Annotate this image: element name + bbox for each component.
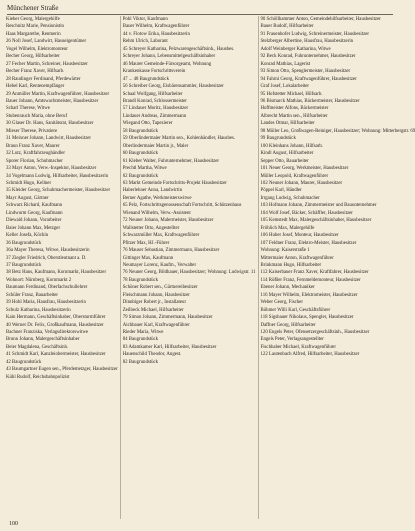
directory-entry: 27 Fecher Martin, Schreiner, Hausbesitzer <box>6 61 88 67</box>
directory-column-1 <box>6 16 118 519</box>
directory-entry: Diewald Johann, Vorarbeiter <box>6 218 62 224</box>
directory-entry: Schwarz Richard, Kaufmann <box>6 203 63 209</box>
directory-entry: Böhmer Willi Karl, Geschäftsführer <box>260 307 331 313</box>
directory-entry: 93 Simon Otto, Spenglermeister, Hausbesitzer <box>260 69 351 75</box>
directory-entry: 96 Bismarck Mathias, Bäckermeister, Hausbesitzer <box>260 98 360 104</box>
directory-entry: 104 Wolf Josef, Bäcker, Schäffler, Hausbesitzer <box>260 210 353 216</box>
directory-entry: Beier Magdalena, Geschäftsinh. <box>6 344 69 350</box>
directory-entry: 116 Mayer Wilhelm, Elektromeister, Hausbesitzer <box>260 292 358 298</box>
directory-entry: 56 Schreiber Georg, Eisbärensammler, Hausbesitzer <box>122 84 224 90</box>
directory-entry: 63 Markt Gemeinde Fortschritts-Projekt Hausbesitzer <box>122 180 227 186</box>
directory-entry: Schüler Franz, Bauarbeiter <box>6 292 59 298</box>
directory-entry: Brinkmann Hugo, Hilfsarbeiter <box>260 262 322 268</box>
directory-entry: 39 Hohl Maria, Hausfrau, Hausbesitzerin <box>6 300 86 306</box>
directory-entry: Weber Georg, Fischer <box>260 300 303 306</box>
directory-entry: Brunn Johann, Malergeschäftsinhaber <box>6 337 80 343</box>
directory-entry: Albrecht Martin sen., Hilfsarbeiter <box>260 113 328 119</box>
directory-entry: Müller Leopold, Kraftwagenführer <box>260 173 329 179</box>
directory-entry: Becher Franz Xaver, Hilfsarb. <box>6 69 65 75</box>
directory-entry: Stubenrauch Maria, ohne Beruf <box>6 113 68 119</box>
directory-entry: Rieder Maria, Witwe <box>122 330 164 336</box>
directory-entry: Schreyer Johann, Lebensmittelgeschäftsinhaber <box>122 54 216 60</box>
directory-entry: 84 Baugrundstück <box>122 337 159 343</box>
directory-entry: 62 Baugrundstück <box>122 173 159 179</box>
directory-entry: 32 Lutz, Kraftfahrzeughändler <box>6 151 66 157</box>
directory-entry: 36a Mayer Theresa, Witwe, Hausbesitzerin <box>6 248 90 254</box>
directory-entry: Schmidt Hugo, Kellner <box>6 180 52 186</box>
directory-entry: Bauer Johann, Amtswachtmeister, Hausbesitzer <box>6 98 99 104</box>
directory-entry: 34 Vogelmann Ludwig, Hilfsarbeiter, Hausbesitzerin <box>6 173 109 179</box>
directory-entry: 59 Oberlindermaier Martin sen., Kohlenhändler, Hausbes. <box>122 136 236 142</box>
directory-entry: 38 Betz Hans, Kaufmann, Kornmarkt, Hausbesitzer <box>6 270 107 276</box>
directory-entry: Haas Margarethe, Rentnerin <box>6 31 61 37</box>
directory-entry: Hauenschild Theodor, Angest. <box>122 352 182 358</box>
directory-entry: 76 Mauser Sebastian, Zimmermann, Hausbesitzer <box>122 248 220 254</box>
directory-entry: Becher Georg, Hilfsarbeiter <box>6 54 60 60</box>
directory-entry: Graf Josef, Lokalarbeiter <box>260 84 310 90</box>
directory-entry: Baumann Ferdinand, Oberfachschullehrer <box>6 285 88 291</box>
directory-entry: Schulz Katharina, Hausbesitzerin <box>6 307 71 313</box>
directory-entry: 45 Schreyer Katharina, Pelzwarengeschäftsinh., Hausbes. <box>122 46 235 52</box>
directory-entry: 102 Neuner Johann, Maurer, Hausbesitzer <box>260 180 343 186</box>
directory-entry: 61 Kleber Walter, Fuhrunternehmer, Hausbesitzer <box>122 158 219 164</box>
directory-entry: Fischhaber Michael, Kraftwagenführer <box>260 344 336 350</box>
directory-entry: Mittermaier Anton, Kraftwagenführer <box>260 255 334 261</box>
directory-entry: Keller Josefa, Köchin <box>6 233 49 239</box>
directory-entry: 65 Pelz, Fortschrittsgenossenschaft Fortschritt, Schützenhaus <box>122 203 242 209</box>
directory-entry: 78 Baugrundstück <box>122 277 159 283</box>
directory-entry: Konrad Mathias, Lagerist <box>260 61 311 67</box>
directory-entry: Fröhlich Max, Malergehilfe <box>260 225 315 231</box>
directory-entry: Berner Agathe, Werkmeisterswitwe <box>122 195 192 201</box>
directory-entry: Mayr August, Gärtner <box>6 195 49 201</box>
directory-entry: 105 Kemstedt Max, Malergeschäftsinhaber, Hausbesitzer <box>260 218 372 224</box>
directory-entry: Daffner Georg, Hilfsarbeiter <box>260 322 316 328</box>
directory-entry: 60 Baugrundstück <box>122 151 159 157</box>
directory-entry: Reschnitz Marie, Pensionistin <box>6 24 64 30</box>
directory-column-3 <box>258 16 415 519</box>
directory-entry: 31 Meixner Johann, Landwirt, Hausbesitzer <box>6 136 92 142</box>
directory-entry: 106 Huber Josef, Monteur, Hausbesitzer <box>260 233 339 239</box>
directory-entry: Baier Johann Max, Metzger <box>6 225 61 231</box>
directory-entry: 40 Werner Dr. Felix, Großkaufmann, Hausbesitzer <box>6 322 104 328</box>
directory-entry: 114 Rößler Franz, Fernmeldemonteur, Hausbesitzer <box>260 277 361 283</box>
directory-entry: Aichbauer Karl, Kraftwagenführer <box>122 322 190 328</box>
directory-entry: 37 Ziegler Friedrich, Oberstleutnant a. D. <box>6 255 87 261</box>
page-number: 100 <box>9 521 18 527</box>
directory-entry: 26 Noll Josef, Landwirt, Hauseigentümer <box>6 39 87 45</box>
directory-entry: 58 Baugrundstück <box>122 128 159 134</box>
directory-entry: 92 Beck Konrad, Fuhrunternehmer, Hausbesitzer <box>260 54 356 60</box>
directory-entry: Wiegand Otto, Tapezierer <box>122 121 173 127</box>
directory-entry: 36 Baugrundstück <box>6 240 42 246</box>
directory-entry: 90 Schöllhammer Anton, Gemeindehilfsarbeiter, Hausbesitzer <box>260 17 381 22</box>
directory-entry: Brandl Konrad, Schlossermeister <box>122 98 187 104</box>
directory-entry: 91 Frauenhofer Ludwig, Schreinermeister, Hausbesitzer <box>260 31 369 37</box>
directory-entry: Mieser Therese, Privatiere <box>6 128 58 134</box>
directory-entry: Adolf Weinberger Katharina, Witwe <box>260 46 331 52</box>
directory-entry: 44 v. Flotow Erika, Hausbesitzerin <box>122 31 190 37</box>
directory-entry: 47 ... 48 Baugrundstück <box>122 76 169 82</box>
directory-entry: Hoffmeister Alfons, Bäckermeister <box>260 106 329 112</box>
directory-entry: 76 Neuner Georg, Bildhauer, Hausbesitzer; Wohnung: Ludwigstr. 11 <box>122 270 256 276</box>
directory-entry: Bauer Rudolf, Hilfsarbeiter <box>260 24 314 30</box>
directory-entry: 41 Schmidt Karl, Kanzleiobermeister, Hausbesitzer <box>6 352 106 358</box>
directory-entry: 30 Glaser Dr. Hans, Sanitätsrat, Hausbesitzer <box>6 121 94 127</box>
directory-entry: Wallstetter Otto, Angestellter <box>122 225 180 231</box>
directory-entry: Haberlehner Anna, Landwirtin <box>122 188 183 194</box>
directory-entry: 107 Feldner Franz, Elektro-Meister, Hausbesitzer <box>260 240 357 246</box>
directory-entry: 100 Kleinhans Johann, Hilfsarb. <box>260 143 324 149</box>
directory-entry: 43 Baumgartner Eugen sen., Pferdemetzger, Hausbesitzer <box>6 367 118 373</box>
directory-entry: Kieher Georg, Malergehilfe <box>6 17 60 22</box>
directory-entry: 28 Raudinger Ferdinand, Pferdewärter <box>6 76 81 82</box>
directory-entry: Bauer Wilhelm, Kraftwagenführer <box>122 24 190 30</box>
directory-entry: Hebel Karl, Rentenempfänger <box>6 84 65 90</box>
directory-entry: Pfitzer Max, HJ.-Führer <box>122 240 170 246</box>
directory-entry: 82 Baugrundstück <box>122 359 159 365</box>
directory-entry: 79 Simon Johann, Zimmermann, Hausbesitzer <box>122 315 213 321</box>
directory-entry: Irrgang Ludwig, Schuhmacher <box>260 195 320 201</box>
directory-entry: 35 Kleider Georg, Schuhmachermeister, Hausbesitzer <box>6 188 111 194</box>
directory-entry: Gittinger Max, Kaufmann <box>122 255 174 261</box>
directory-entry: Pohl Viktor, Kaufmann <box>122 17 168 22</box>
directory-entry: Rehm Ulrich, Laborant <box>122 39 168 45</box>
directory-entry: 33 Mayr Anton, Verw.-Inspektor, Hausbesitzer <box>6 166 97 172</box>
directory-entry: 42 Baugrundstück <box>6 359 42 365</box>
directory-entry: Sporer Florian, Schuhmacher <box>6 158 63 164</box>
directory-entry: 122 Lautenbach Alfred, Hilfsarbeiter, Hausbesitzer <box>260 352 360 358</box>
directory-entry: Vogel Wilhelm, Elektromonteur <box>6 46 68 52</box>
directory-entry: Landes Otmar, Hilfsarbeiter <box>260 121 315 127</box>
directory-entry: 94 Fahrni Georg, Kraftwagenführer, Hausbesitzer <box>260 76 357 82</box>
directory-entry: Stelzberger Albertine, Hausfrau, Hausbesitzerin <box>260 39 354 45</box>
directory-entry: Engels Peter, Verlagsangestellter <box>260 337 324 343</box>
directory-entry: Prechtl Martha, Witwe <box>122 166 167 172</box>
directory-entry: 72 Neuner Johann, Malermeister, Hausbesitzer <box>122 218 214 224</box>
directory-entry: Ebener Johann, Mechaniker <box>260 285 315 291</box>
directory-entry: 112 Kaiserbauer Franz Xaver, Kraftfahrer, Hausbesitzer <box>260 270 369 276</box>
directory-entry: 99 Baugrundstück <box>260 136 296 142</box>
directory-entry: 57 Lindauer Moritz, Hausbesitzer <box>122 106 189 112</box>
directory-entry: Krankenkasse Fortschrittsverein <box>122 69 186 75</box>
directory-entry: Wohnung: Kaiserstraße 1 <box>260 248 310 254</box>
directory-entry: Schwarzmüller Max, Kraftwagenführer <box>122 233 200 239</box>
directory-entry: 46 Maurer Gemeinde-Fürsorgeamt, Wohnung <box>122 61 212 67</box>
page-header <box>7 4 393 15</box>
directory-entry: Lindwurm Georg, Kaufmann <box>6 210 63 216</box>
directory-entry: 120 Engels Peter, Ofensetzergeschäftsinh., Hausbesitzer <box>260 330 370 336</box>
directory-entry: Zeilbeck Michael, Hilfsarbeiter <box>122 307 184 313</box>
directory-entry: Oberlindermaier Martin jr., Maler <box>122 143 189 149</box>
directory-entry: 118 Sigsbauer Nikolaus, Spengler, Hausbesitzer <box>260 315 354 321</box>
directory-entry: Wienand Wilhelm, Verw.-Assistent <box>122 210 191 216</box>
directory-entry: 83 Adamkamer Karl, Hilfsarbeiter, Hausbesitzer <box>122 344 217 350</box>
directory-entry: Pöppel Karl, Händler <box>260 188 302 194</box>
directory-entry: Dinnbiger Robert jr., Installateur <box>122 300 187 306</box>
directory-entry: 98 Müller Leo, Großwagen-Reiniger, Hausbesitzer; Wohnung: Mitterbergstr. 69 <box>260 128 415 134</box>
directory-entry: Bachner Franziska, Verlagsdirektorswitwe <box>6 330 89 336</box>
directory-entry: Scharl Therese, Witwe <box>6 106 50 112</box>
directory-entry: Kühl Rudolf, Reichsbahnpolizist <box>6 374 70 380</box>
directory-entry: 103 Hofmann Johann, Zimmermeister und Bauunternehmer <box>260 203 377 209</box>
directory-entry: Kain Hermann, Geschäftsinhaber, Obersturmführer <box>6 315 106 321</box>
directory-entry: Kindl August, Hilfsarbeiter <box>260 151 314 157</box>
directory-entry: 29 Anmüller Martin, Kraftwagenführer, Hausbesitzer <box>6 91 110 97</box>
directory-entry: Neumayer Lorenz, Kaufm., Verwalter <box>122 262 197 268</box>
directory-entry: Wohnort: Nürnberg, Kornmarkt 2 <box>6 277 72 283</box>
columns-container <box>6 16 415 519</box>
directory-entry: Sepper Otto, Bauarbeiter <box>260 158 309 164</box>
directory-entry: Braun Franz Xaver, Maurer <box>6 143 60 149</box>
directory-column-2 <box>120 16 256 519</box>
directory-entry: Schöner Robert sen., Gärtnereibesitzer <box>122 285 198 291</box>
directory-entry: 101 Neuer Georg, Werkmeister, Hausbesitzer <box>260 166 349 172</box>
directory-entry: Schaal Wolfgang, Hilfsarbeiter <box>122 91 183 97</box>
directory-entry: 37 Baugrundstück <box>6 262 42 268</box>
directory-entry: Fleischmann Johann, Hausbesitzer <box>122 292 190 298</box>
directory-entry: 95 Hofstetter Michael, Hilfsarb. <box>260 91 323 97</box>
directory-entry: Lindauer Andreas, Zimmermann <box>122 113 187 119</box>
street-title: Münchener Straße <box>7 4 59 12</box>
